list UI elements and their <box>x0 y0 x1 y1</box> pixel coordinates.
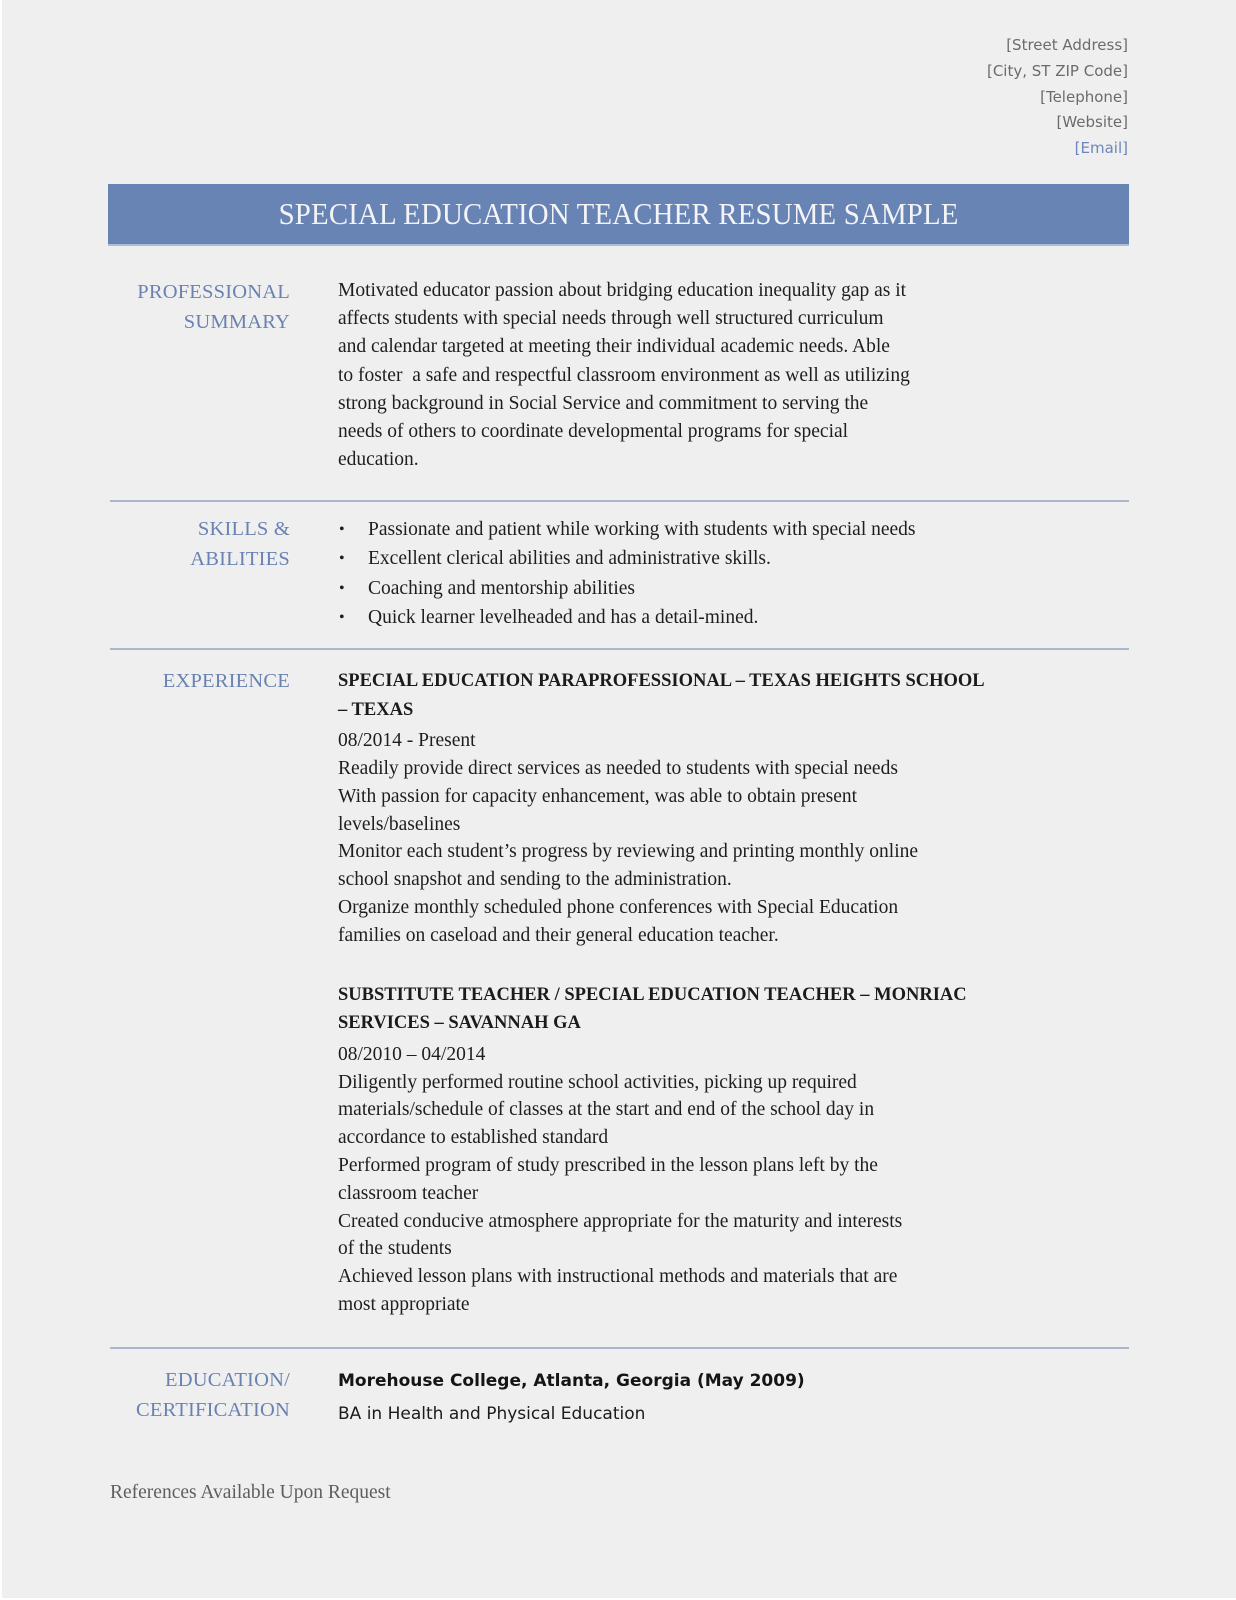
summary-line: and calendar targeted at meeting their individual academic needs. Able <box>338 336 890 358</box>
contact-block <box>987 33 1128 162</box>
skill-text: Quick learner levelheaded and has a detail-mined. <box>368 606 759 628</box>
skill-item <box>338 603 998 632</box>
job-duty-line: Created conducive atmosphere appropriate for the maturity and interests <box>338 1210 903 1232</box>
section-label-experience: EXPERIENCE <box>162 670 290 692</box>
resume-title: SPECIAL EDUCATION TEACHER RESUME SAMPLE <box>278 196 959 231</box>
bullet-icon: • <box>339 579 345 597</box>
job-dates: 08/2010 – 04/2014 <box>338 1043 486 1065</box>
website: [Website] <box>1056 113 1128 132</box>
email-link[interactable]: [Email] <box>1074 139 1128 158</box>
job-title-line: SPECIAL EDUCATION PARAPROFESSIONAL – TEXAS HEIGHTS SCHOOL <box>338 671 985 691</box>
skill-item <box>338 544 998 573</box>
education-degree: BA in Health and Physical Education <box>338 1404 646 1424</box>
label-line: SUMMARY <box>183 310 290 333</box>
job-title-line: SERVICES – SAVANNAH GA <box>338 1013 581 1034</box>
job-dates: 08/2014 - Present <box>338 730 476 751</box>
street-address: [Street Address] <box>1006 36 1128 54</box>
job-duty-line: Organize monthly scheduled phone conferences with Special Education <box>338 896 899 918</box>
job-duty-line: Diligently performed routine school activities, picking up required <box>338 1071 857 1093</box>
job-title-line: SUBSTITUTE TEACHER / SPECIAL EDUCATION TEACHER – MONRIAC <box>338 984 967 1005</box>
summary-text <box>338 277 998 474</box>
resume-page <box>2 0 1236 1598</box>
skill-text: Passionate and patient while working with students with special needs <box>368 519 916 540</box>
job-duty-line: Readily provide direct services as needed to students with special needs <box>338 758 898 779</box>
job-duty-line: most appropriate <box>338 1293 470 1315</box>
summary-line: to foster a safe and respectful classroom environment as well as utilizing <box>338 364 910 386</box>
summary-line: strong background in Social Service and commitment to serving the <box>338 392 869 414</box>
section-label-education <box>108 1366 290 1425</box>
section-divider <box>110 648 1129 650</box>
summary-line: affects students with special needs through well structured curriculum <box>338 308 884 330</box>
job-duty-line: families on caseload and their general education teacher. <box>338 924 779 946</box>
job-duty-line: school snapshot and sending to the administration. <box>338 869 732 891</box>
job-duty-line: Performed program of study prescribed in the lesson plans left by the <box>338 1154 878 1176</box>
summary-line: Motivated educator passion about bridging education inequality gap as it <box>338 280 907 301</box>
city-state-zip: [City, ST ZIP Code] <box>986 61 1128 80</box>
label-line: ABILITIES <box>190 547 290 570</box>
job-duty-line: of the students <box>338 1238 452 1260</box>
job-duty-line: levels/baselines <box>338 813 461 835</box>
bullet-icon: • <box>339 521 345 538</box>
label-line: PROFESSIONAL <box>137 281 290 303</box>
job-duty-line: Monitor each student’s progress by reviewing and printing monthly online <box>338 841 919 863</box>
section-label-summary <box>108 278 290 337</box>
skill-item <box>338 574 998 603</box>
title-banner <box>108 184 1129 246</box>
experience-content <box>338 667 998 1319</box>
bullet-icon: • <box>339 608 345 626</box>
job-title <box>338 981 998 1038</box>
skill-text: Excellent clerical abilities and administrative skills. <box>368 548 771 570</box>
job-entry <box>338 981 998 1319</box>
job-duty-line: With passion for capacity enhancement, was able to obtain present <box>338 785 858 807</box>
education-school: Morehouse College, Atlanta, Georgia (May 2009) <box>338 1371 805 1391</box>
skill-text: Coaching and mentorship abilities <box>368 577 635 599</box>
education-content <box>338 1366 998 1429</box>
section-divider <box>110 1347 1129 1349</box>
label-line: SKILLS & <box>197 518 290 540</box>
telephone: [Telephone] <box>1040 87 1128 106</box>
section-label-skills <box>108 515 290 574</box>
references-note: References Available Upon Request <box>110 1482 391 1503</box>
bullet-icon: • <box>339 550 345 568</box>
skill-item <box>338 515 998 544</box>
label-line: CERTIFICATION <box>136 1398 290 1421</box>
job-duty-line: accordance to established standard <box>338 1127 609 1149</box>
section-divider <box>110 500 1129 502</box>
job-title-line: – TEXAS <box>338 699 414 720</box>
job-duty-line: materials/schedule of classes at the start and end of the school day in <box>338 1099 875 1121</box>
skills-list <box>338 515 998 632</box>
summary-line: education. <box>338 449 419 471</box>
summary-line: needs of others to coordinate developmental programs for special <box>338 421 849 443</box>
job-duty-line: Achieved lesson plans with instructional methods and materials that are <box>338 1266 898 1288</box>
job-entry <box>338 667 998 950</box>
label-line: EDUCATION/ <box>165 1369 290 1391</box>
job-title <box>338 667 998 724</box>
skills-content <box>338 515 998 632</box>
job-duty-line: classroom teacher <box>338 1182 479 1204</box>
